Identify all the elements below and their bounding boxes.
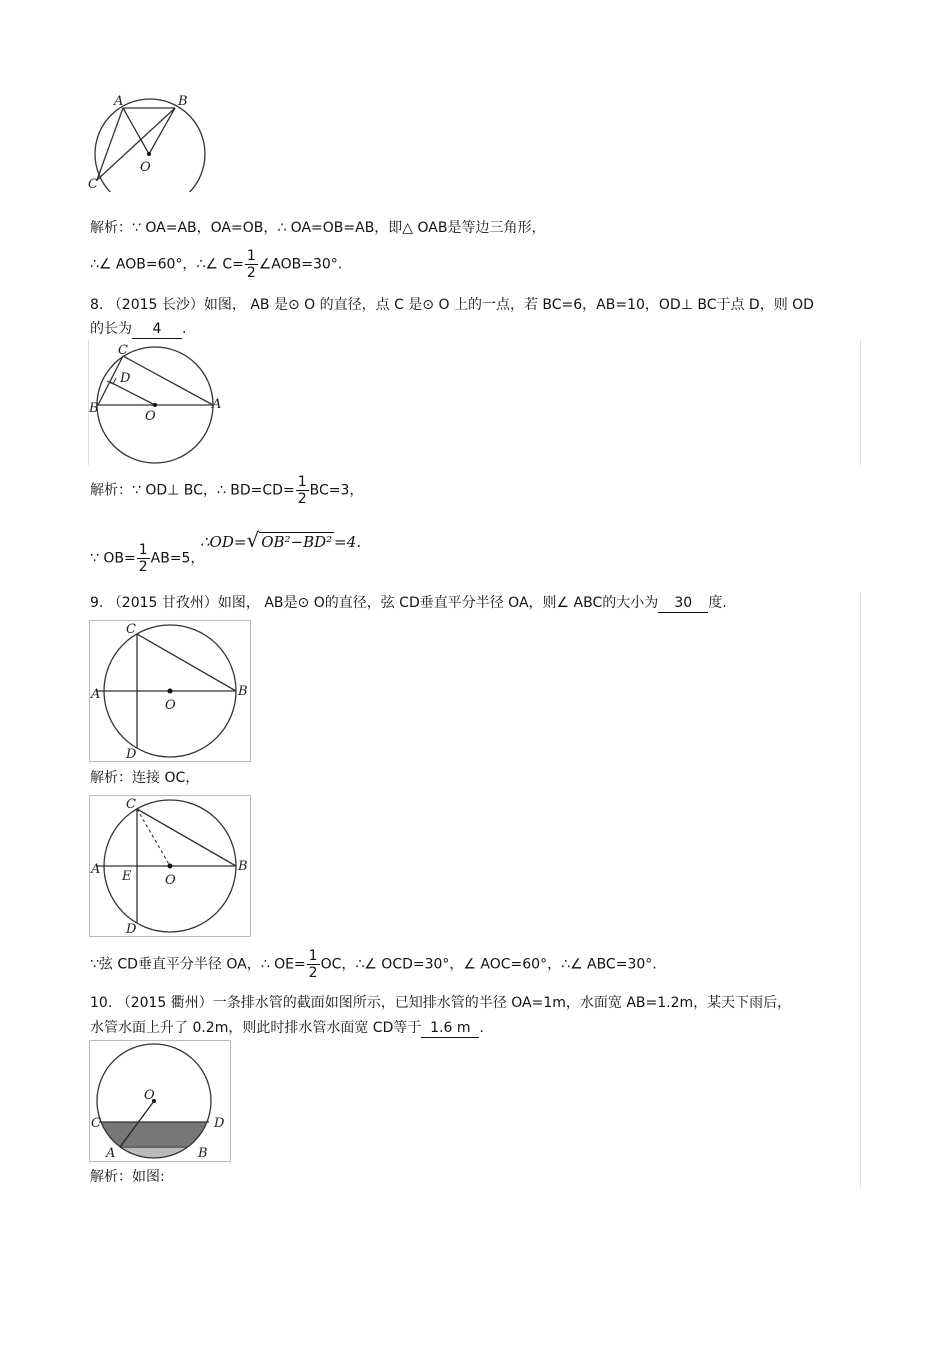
label-e: E (122, 869, 132, 884)
text: ∵弦 CD垂直平分半径 OA，∴ OE= (90, 956, 306, 973)
denominator: 2 (308, 965, 318, 981)
fraction (307, 948, 320, 981)
label-a: A (91, 862, 101, 877)
label-b: B (238, 684, 248, 699)
text: 解析：∵ OD⊥ BC，∴ BD=CD= (90, 482, 295, 499)
label-o: O (165, 698, 176, 713)
radicand: OB²−BD² (261, 533, 333, 551)
figure-q7-circle (85, 92, 210, 192)
label-d: D (126, 747, 137, 762)
label-c: C (126, 622, 136, 637)
q9-text-line1 (90, 594, 727, 613)
q10-solution-line1: 解析：如图: (90, 1169, 165, 1185)
q8-solution-line1 (90, 474, 363, 507)
text: 度. (708, 595, 727, 611)
text: . (479, 1020, 484, 1036)
denominator: 2 (246, 265, 256, 281)
right-margin-rule (860, 340, 861, 465)
label-a: A (106, 1146, 116, 1161)
label-o: O (140, 160, 151, 175)
text: ∠AOB=30°. (258, 256, 343, 273)
figure-q10-pipe (89, 1040, 231, 1162)
q8-text-line1: 8. （2015 长沙）如图， AB 是⊙ O 的直径，点 C 是⊙ O 上的一点，若 BC=6，AB=10，OD⊥ BC于点 D，则 OD (90, 297, 814, 313)
text: . (182, 321, 187, 337)
answer-blank: 1.6 m (421, 1019, 479, 1038)
label-o: O (144, 1088, 155, 1103)
q9-solution-line1: 解析：连接 OC， (90, 770, 200, 786)
text: ∴∠ AOB=60°，∴∠ C= (90, 256, 244, 273)
denominator: 2 (297, 491, 307, 507)
figure-q9-circle (89, 620, 251, 762)
fraction (245, 248, 258, 281)
label-a: A (114, 94, 124, 109)
denominator: 2 (138, 559, 148, 575)
label-b: B (238, 859, 248, 874)
label-b: B (198, 1146, 208, 1161)
label-c: C (126, 797, 136, 812)
q8-solution-line2 (90, 542, 204, 575)
q9-solution-line2 (90, 948, 657, 981)
label-b: B (178, 94, 188, 109)
radical-sign: √ (246, 528, 260, 552)
label-o: O (165, 873, 176, 888)
label-d: D (214, 1116, 225, 1131)
text: BC=3， (309, 482, 364, 499)
text: OC，∴∠ OCD=30°，∠ AOC=60°，∴∠ ABC=30°. (320, 956, 657, 973)
label-a: A (91, 687, 101, 702)
label-b: B (89, 401, 99, 416)
label-o: O (145, 409, 156, 424)
text: AB=5， (150, 550, 205, 567)
od-formula (200, 528, 361, 552)
label-c: C (88, 177, 98, 192)
label-c: C (91, 1116, 101, 1131)
text: =4. (334, 533, 362, 551)
label-c: C (118, 343, 128, 358)
text: 9. （2015 甘孜州）如图， AB是⊙ O的直径，弦 CD垂直平分半径 OA，则∠ ABC的大小为 (90, 595, 659, 611)
label-d: D (120, 371, 131, 386)
label-a: A (212, 397, 222, 412)
fraction (137, 542, 150, 575)
q7-solution-line2 (90, 248, 342, 281)
answer-blank: 30 (658, 594, 708, 613)
numerator: 1 (308, 948, 318, 964)
q7-solution-line1: 解析：∵ OA=AB，OA=OB，∴ OA=OB=AB，即△ OAB是等边三角形， (90, 220, 546, 236)
figure-q8-circle (88, 340, 223, 465)
label-d: D (126, 922, 137, 937)
q10-text-line2 (90, 1019, 484, 1038)
numerator: 1 (138, 542, 148, 558)
q10-text-line1: 10. （2015 衢州）一条排水管的截面如图所示，已知排水管的半径 OA=1m，水面宽 AB=1.2m，某天下雨后， (90, 995, 792, 1011)
text: ∵ OB= (90, 550, 136, 567)
q8-text-line2 (90, 320, 186, 339)
answer-blank: 4 (132, 320, 182, 339)
text: ∴OD= (200, 533, 247, 551)
text: 的长为 (90, 321, 132, 337)
text: 水管水面上升了 0.2m，则此时排水管水面宽 CD等于 (90, 1020, 422, 1036)
numerator: 1 (246, 248, 256, 264)
fraction (296, 474, 309, 507)
numerator: 1 (297, 474, 307, 490)
right-margin-rule-2 (860, 592, 861, 1187)
figure-q9-solution-circle (89, 795, 251, 937)
